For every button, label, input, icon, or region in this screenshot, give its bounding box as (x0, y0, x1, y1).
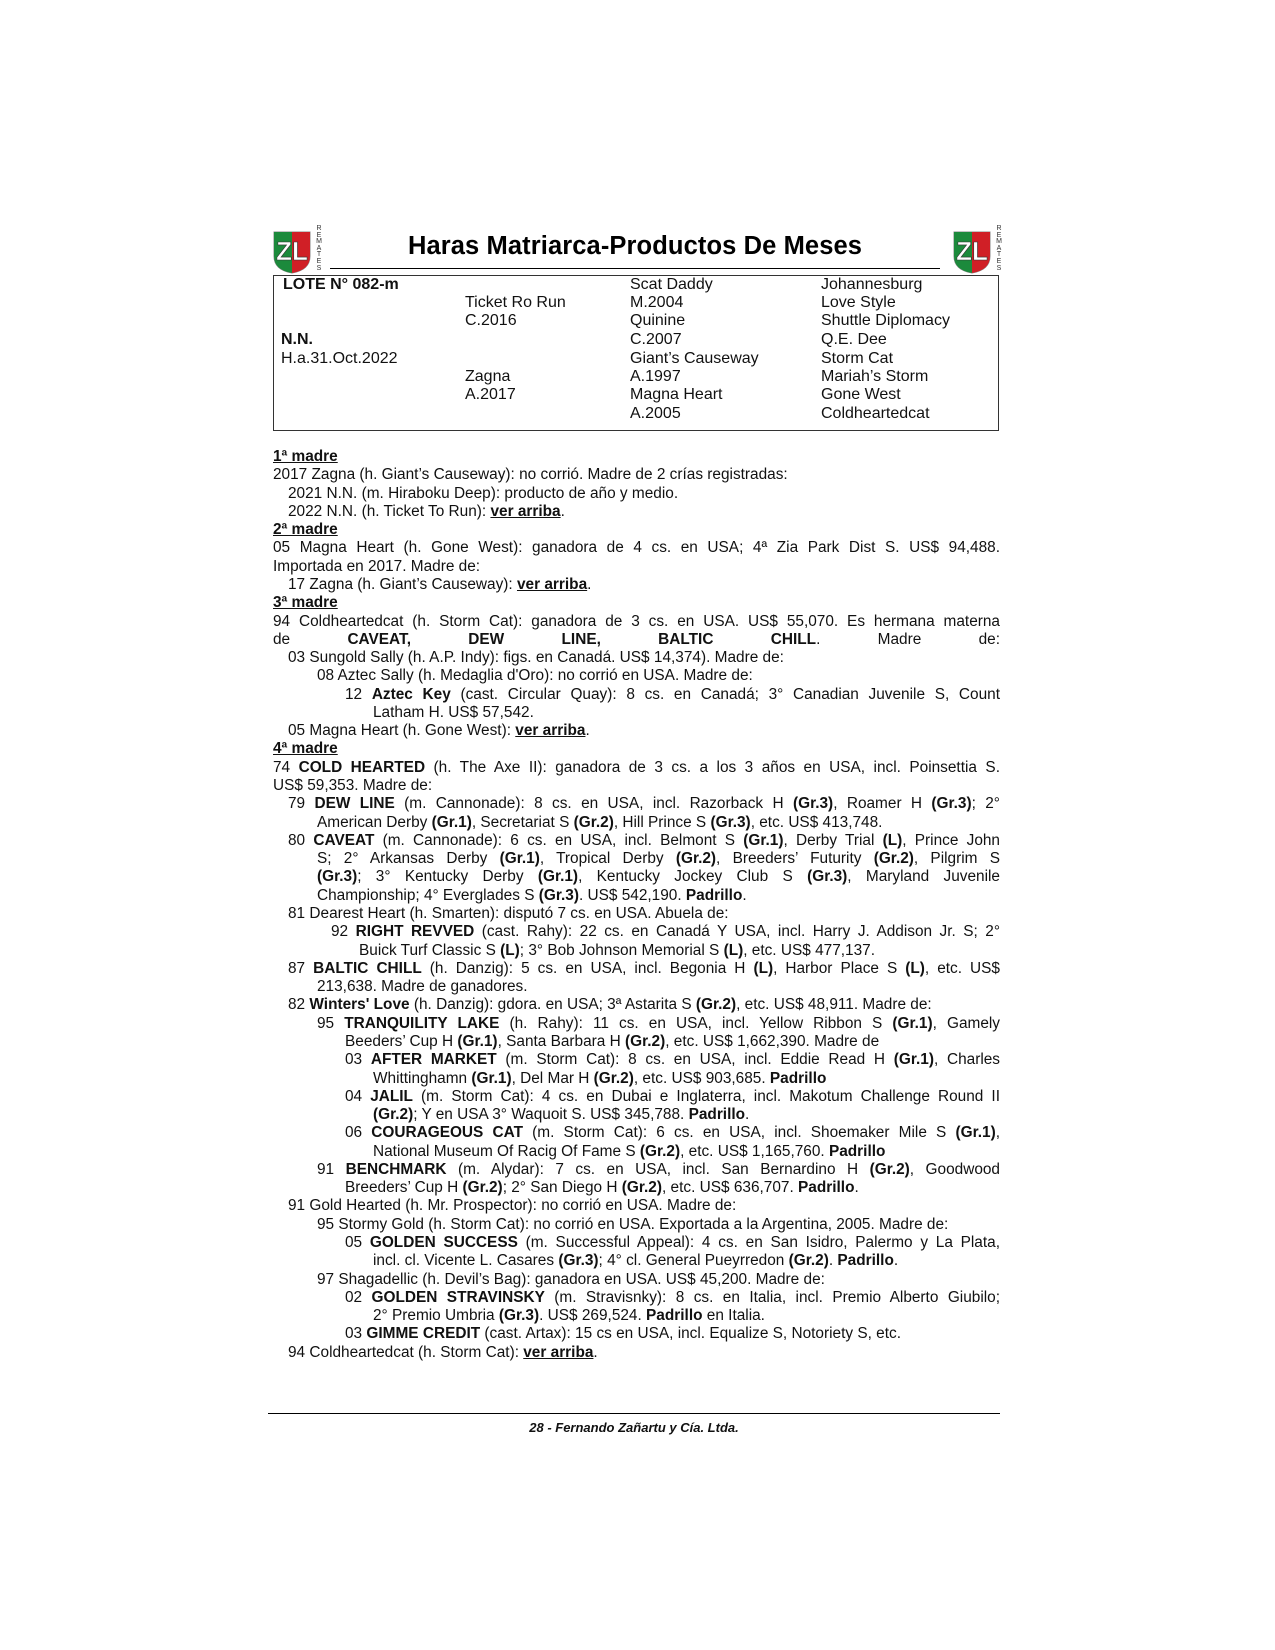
text-segment: . (587, 575, 592, 593)
bold-text: (L) (500, 941, 520, 959)
record-line (331, 922, 1000, 941)
bold-text: DEW LINE (314, 795, 395, 813)
zl-shield-icon (270, 226, 314, 274)
record-line (373, 703, 534, 722)
text-segment: , Prince John (902, 831, 1000, 849)
text-segment: , Derby Trial (783, 831, 883, 849)
text-segment: 95 (317, 1014, 345, 1032)
text-segment: 2° Premio Umbria (373, 1307, 499, 1325)
bold-text: (Gr.2) (639, 1142, 681, 1160)
text-segment: Championship; 4° Everglades S (317, 886, 539, 904)
text-segment: , etc. US$ 48,911. Madre de: (736, 996, 932, 1014)
text-segment: 05 (345, 1234, 370, 1252)
bold-text: (Gr.1) (743, 831, 784, 849)
record-line (317, 849, 1000, 868)
record-line (288, 502, 565, 521)
logo-side-text: R E M A T E S (316, 225, 322, 272)
zl-remates-logo (270, 226, 324, 274)
record-line (345, 1324, 901, 1343)
record-line (288, 721, 590, 740)
bold-text: (Gr.1) (955, 1124, 996, 1142)
record-line (273, 465, 788, 484)
record-line (273, 758, 1000, 777)
bold-text: Padrillo (646, 1307, 703, 1325)
text-segment: 06 (345, 1124, 372, 1142)
text-segment: (m. Alydar): 7 cs. en USA, incl. San Bernardino H (446, 1160, 870, 1178)
text-segment: (h. Rahy): 11 cs. en USA, incl. Yellow Ribbon S (499, 1014, 893, 1032)
bold-text: (Gr.2) (869, 1160, 910, 1178)
text-segment: US$ 59,353. Madre de: (273, 777, 433, 795)
bold-text: (Gr.3) (317, 868, 358, 886)
text-segment: . US$ 542,190. (578, 886, 686, 904)
record-line (288, 1196, 736, 1215)
record-line (345, 1032, 879, 1051)
text-segment: , etc. US$ (924, 959, 1000, 977)
pedigree-gen3: C.2007 (630, 331, 682, 348)
sire-name: Ticket Ro Run (465, 294, 566, 311)
pedigree-gen3: Magna Heart (630, 386, 723, 403)
record-line (373, 1142, 885, 1161)
text-segment: ; Y en USA 3° Waquoit S. US$ 345,788. (413, 1106, 689, 1124)
underlined-text: ver arriba (490, 502, 561, 520)
bold-text: (Gr.3) (558, 1252, 599, 1270)
bold-text: (Gr.1) (471, 1069, 512, 1087)
pedigree-gen3: Quinine (630, 312, 686, 329)
bold-text: (Gr.2) (695, 996, 737, 1014)
sire-info: C.2016 (465, 312, 517, 329)
record-line (317, 1215, 948, 1234)
text-segment: . (585, 722, 590, 740)
text-segment: 04 (345, 1087, 371, 1105)
text-segment: (m. Storm Cat): 6 cs. en USA, incl. Shoemaker Mile S (522, 1124, 956, 1142)
bold-text: (Gr.3) (538, 886, 579, 904)
text-segment: , etc. US$ 636,707. (661, 1179, 799, 1197)
text-segment: de (273, 630, 348, 648)
text-segment: 79 (288, 795, 315, 813)
pedigree-gen3: Giant’s Causeway (630, 350, 759, 367)
logo-side-text: R E M A T E S (996, 225, 1002, 272)
bold-text: (Gr.1) (431, 813, 472, 831)
text-segment: (m. Cannonade): 8 cs. en USA, incl. Razorback H (394, 795, 793, 813)
record-line (288, 575, 591, 594)
text-segment: 2017 Zagna (h. Giant’s Causeway): no corrió. Madre de 2 crías registradas: (273, 466, 788, 484)
pedigree-gen4: Love Style (821, 294, 896, 311)
bold-text: GIMME CREDIT (366, 1325, 481, 1343)
text-segment: ; 3° Bob Johnson Memorial S (519, 941, 724, 959)
pedigree-gen3: M.2004 (630, 294, 684, 311)
bold-text: (Gr.2) (873, 850, 914, 868)
underlined-text: ver arriba (523, 1343, 594, 1361)
bold-text: (L) (753, 959, 774, 977)
record-line (288, 831, 1000, 850)
text-segment: (m. Storm Cat): 4 cs. en Dubai e Inglaterra, incl. Makotum Challenge Round II (412, 1087, 1000, 1105)
record-line (345, 1087, 1000, 1106)
pedigree-gen4: Shuttle Diplomacy (821, 312, 950, 329)
bold-text: (Gr.2) (462, 1179, 503, 1197)
text-segment: . US$ 269,524. (539, 1307, 647, 1325)
bold-text: GOLDEN STRAVINSKY (371, 1288, 545, 1306)
record-line (273, 447, 338, 466)
text-segment: 74 (273, 758, 299, 776)
bold-text: (Gr.2) (675, 850, 717, 868)
text-segment: Beeders’ Cup H (345, 1032, 458, 1050)
record-line (288, 959, 1000, 978)
record-line (288, 648, 784, 667)
svg-text:ZL: ZL (956, 236, 988, 266)
pedigree-gen4: Storm Cat (821, 350, 894, 367)
text-segment: National Museum Of Racig Of Fame S (373, 1142, 640, 1160)
text-segment: ; 2° San Diego H (502, 1179, 622, 1197)
text-segment: (cast. Artax): 15 cs en USA, incl. Equalize S, Notoriety S, etc. (480, 1325, 901, 1343)
pedigree-gen3: A.2005 (630, 405, 681, 422)
text-segment: 03 Sungold Sally (h. A.P. Indy): figs. en Canadá. US$ 14,374). Madre de: (288, 649, 784, 667)
svg-text:ZL: ZL (276, 236, 308, 266)
text-segment: , etc. US$ 1,165,760. (680, 1142, 829, 1160)
bold-text: Padrillo (688, 1106, 746, 1124)
bold-text: (L) (882, 831, 903, 849)
text-segment: , etc. US$ 1,662,390. Madre de (665, 1032, 880, 1050)
bold-text: (Gr.2) (573, 813, 614, 831)
text-segment: 08 Aztec Sally (h. Medaglia d'Oro): no corrió en USA. Madre de: (317, 667, 753, 685)
bold-text: (L) (905, 959, 925, 977)
text-segment: 91 (317, 1160, 346, 1178)
text-segment: . Madre de: (816, 630, 1000, 648)
bold-text: (Gr.1) (893, 1051, 934, 1069)
text-segment: 2022 N.N. (h. Ticket To Run): (288, 502, 491, 520)
bold-text: (L) (723, 941, 744, 959)
text-segment: 87 (288, 959, 314, 977)
text-segment: (h. Danzig): gdora. en USA; 3ª Astarita S (409, 996, 696, 1014)
record-line (288, 904, 729, 923)
text-segment: 82 (288, 996, 310, 1014)
record-line (317, 1014, 1000, 1033)
bold-text: (Gr.2) (373, 1106, 414, 1124)
text-segment: 94 Coldheartedcat (h. Storm Cat): (288, 1343, 524, 1361)
text-segment: , Pilgrim S (913, 850, 1000, 868)
pedigree-gen4: Coldheartedcat (821, 405, 930, 422)
underlined-text: ver arriba (515, 722, 586, 740)
record-line (345, 1288, 1000, 1307)
record-line (273, 630, 1000, 649)
text-segment: Latham H. US$ 57,542. (373, 703, 534, 721)
text-segment: . (828, 1252, 838, 1270)
pedigree-gen3: A.1997 (630, 368, 681, 385)
text-segment: Whittinghamn (373, 1069, 472, 1087)
text-segment: ; 3° Kentucky Derby (357, 868, 538, 886)
foal-info: H.a.31.Oct.2022 (281, 350, 398, 367)
text-segment: 03 (345, 1051, 371, 1069)
zl-shield-icon (950, 226, 994, 274)
record-line (273, 538, 1000, 557)
text-segment: 02 (345, 1288, 372, 1306)
bold-text: (Gr.3) (498, 1307, 540, 1325)
text-segment: , Harbor Place S (773, 959, 906, 977)
bold-text: (Gr.2) (593, 1069, 634, 1087)
text-segment: . (593, 1343, 598, 1361)
bold-text: Aztec Key (371, 685, 451, 703)
underlined-text: ver arriba (516, 575, 588, 593)
text-segment: 2021 N.N. (m. Hiraboku Deep): producto de año y medio. (288, 484, 679, 502)
text-segment: (h. Danzig): 5 cs. en USA, incl. Begonia H (421, 959, 754, 977)
bold-text: Padrillo (837, 1252, 894, 1270)
record-line (273, 612, 1000, 631)
pedigree-gen4: Gone West (821, 386, 901, 403)
record-line (317, 886, 747, 905)
text-segment: , Gamely (932, 1014, 1000, 1032)
text-segment: 91 Gold Hearted (h. Mr. Prospector): no corrió en USA. Madre de: (288, 1197, 737, 1215)
text-segment: (h. The Axe II): ganadora de 3 cs. a los 3 años en USA, incl. Poinsettia S. (425, 758, 1000, 776)
underlined-text: 3ª madre (273, 594, 338, 612)
record-line (273, 739, 338, 758)
bold-text: CAVEAT (313, 831, 375, 849)
lot-number: LOTE N° 082-m (283, 276, 399, 293)
text-segment: . (893, 1252, 899, 1270)
record-line (345, 685, 1000, 704)
text-segment: 213,638. Madre de ganadores. (317, 978, 528, 996)
footer-rule (268, 1413, 1000, 1414)
underlined-text: 1ª madre (273, 448, 338, 465)
bold-text: (Gr.2) (621, 1179, 662, 1197)
record-line (273, 776, 432, 795)
text-segment: . (854, 1179, 859, 1197)
text-segment: (cast. Circular Quay): 8 cs. en Canadá; 3° Canadian Juvenile S, Count (450, 685, 1000, 703)
bold-text: BENCHMARK (345, 1160, 447, 1178)
dam-name: Zagna (465, 368, 511, 385)
record-line (317, 666, 753, 685)
text-segment: 81 Dearest Heart (h. Smarten): disputó 7 cs. en USA. Abuela de: (288, 905, 729, 922)
horse-name: N.N. (281, 331, 313, 348)
record-line (373, 1105, 749, 1124)
text-segment: , Tropical Derby (539, 850, 676, 868)
text-segment: (m. Cannonade): 6 cs. en USA, incl. Belmont S (374, 831, 744, 849)
bold-text: Padrillo (769, 1069, 827, 1087)
bold-text: (Gr.1) (892, 1014, 933, 1032)
pedigree-gen3: Scat Daddy (630, 276, 713, 293)
bold-text: Padrillo (828, 1142, 886, 1160)
bold-text: TRANQUILITY LAKE (344, 1014, 500, 1032)
text-segment: S; 2° Arkansas Derby (317, 850, 500, 868)
text-segment: 92 (331, 923, 356, 941)
record-line (288, 995, 932, 1014)
text-segment: (m. Successful Appeal): 4 cs. en San Isidro, Palermo y La Plata, (517, 1234, 1000, 1252)
bold-text: (Gr.3) (710, 813, 751, 831)
pedigree-gen4: Q.E. Dee (821, 331, 887, 348)
record-line (345, 1233, 1000, 1252)
text-segment: , (995, 1124, 1000, 1142)
pedigree-gen4: Johannesburg (821, 276, 923, 293)
record-line (288, 794, 1000, 813)
bold-text: AFTER MARKET (370, 1051, 497, 1069)
page-footer: 28 - Fernando Zañartu y Cía. Ltda. (529, 1420, 739, 1435)
text-segment: ; 2° (971, 795, 1000, 813)
record-line (273, 557, 480, 576)
bold-text: BALTIC CHILL (313, 959, 422, 977)
record-line (273, 520, 338, 539)
text-segment: 80 (288, 831, 314, 849)
text-segment: Importada en 2017. Madre de: (273, 557, 481, 575)
record-line (373, 1251, 898, 1270)
bold-text: Padrillo (798, 1179, 855, 1197)
zl-remates-logo-right (950, 226, 1004, 274)
text-segment: 03 (345, 1325, 367, 1343)
text-segment: , Secretariat S (471, 813, 574, 831)
bold-text: COURAGEOUS CAT (371, 1124, 523, 1142)
pedigree-box (273, 275, 999, 431)
record-line (373, 1069, 826, 1088)
text-segment: . (745, 1106, 750, 1124)
underlined-text: 4ª madre (273, 740, 338, 758)
text-segment: , Charles (933, 1051, 1000, 1069)
text-segment: , etc. US$ 903,685. (633, 1069, 770, 1087)
text-segment: incl. cl. Vicente L. Casares (373, 1252, 559, 1270)
record-line (345, 1050, 1000, 1069)
record-line (288, 1343, 598, 1362)
bold-text: (Gr.3) (792, 795, 834, 813)
record-line (317, 977, 528, 996)
text-segment: 97 Shagadellic (h. Devil’s Bag): ganadora en USA. US$ 45,200. Madre de: (317, 1270, 825, 1288)
bold-text: (Gr.2) (788, 1252, 829, 1270)
record-line (345, 1123, 1000, 1142)
bold-text: (Gr.3) (931, 795, 972, 813)
text-segment: 05 Magna Heart (h. Gone West): (288, 722, 516, 740)
text-segment: , Breeders’ Futurity (716, 850, 874, 868)
record-line (317, 867, 1000, 886)
underlined-text: 2ª madre (273, 521, 338, 539)
text-segment: 95 Stormy Gold (h. Storm Cat): no corrió en USA. Exportada a la Argentina, 2005. Madre de: (317, 1215, 949, 1233)
bold-text: (Gr.1) (537, 868, 579, 886)
text-segment: , Del Mar H (511, 1069, 594, 1087)
dam-info: A.2017 (465, 386, 516, 403)
bold-text: CAVEAT, DEW LINE, BALTIC CHILL (347, 630, 817, 648)
text-segment: 12 (345, 685, 372, 703)
record-line (317, 813, 882, 832)
text-segment: , Goodwood (909, 1160, 1000, 1178)
text-segment: Buick Turf Classic S (359, 941, 501, 959)
text-segment: , Hill Prince S (613, 813, 711, 831)
record-line (273, 593, 338, 612)
title-rule (330, 268, 940, 269)
text-segment: , Roamer H (833, 795, 932, 813)
record-line (288, 484, 678, 503)
pedigree-gen4: Mariah’s Storm (821, 368, 929, 385)
bold-text: RIGHT REVVED (355, 923, 475, 941)
text-segment: . (742, 886, 747, 904)
text-segment: 17 Zagna (h. Giant’s Causeway): (288, 575, 517, 593)
text-segment: , etc. US$ 477,137. (743, 941, 875, 959)
bold-text: GOLDEN SUCCESS (369, 1234, 518, 1252)
text-segment: Breeders’ Cup H (345, 1179, 463, 1197)
text-segment: , etc. US$ 413,748. (750, 813, 883, 831)
bold-text: (Gr.1) (499, 850, 540, 868)
record-line (359, 941, 875, 960)
bold-text: Winters' Love (309, 996, 410, 1014)
text-segment: , Maryland Juvenile (847, 868, 1000, 886)
record-line (317, 1160, 1000, 1179)
text-segment: American Derby (317, 813, 432, 831)
bold-text: JALIL (370, 1087, 413, 1105)
bold-text: Padrillo (685, 886, 743, 904)
bold-text: COLD HEARTED (298, 758, 426, 776)
text-segment: en Italia. (702, 1307, 765, 1325)
record-line (373, 1306, 765, 1325)
text-segment: (m. Storm Cat): 8 cs. en USA, incl. Eddie Read H (496, 1051, 894, 1069)
text-segment: , Santa Barbara H (497, 1032, 626, 1050)
page-title: Haras Matriarca-Productos De Meses (407, 232, 863, 260)
text-segment: 05 Magna Heart (h. Gone West): ganadora de 4 cs. en USA; 4ª Zia Park Dist S. US$ 94,488. (273, 539, 1000, 557)
text-segment: (cast. Rahy): 22 cs. en Canadá Y USA, incl. Harry J. Addison Jr. S; 2° (474, 923, 1000, 941)
bold-text: (Gr.2) (625, 1032, 666, 1050)
text-segment: 94 Coldheartedcat (h. Storm Cat): ganadora de 3 cs. en USA. US$ 55,070. Es hermana materna (273, 612, 1000, 630)
text-segment: . (560, 502, 565, 520)
text-segment: , Kentucky Jockey Club S (578, 868, 808, 886)
text-segment: (m. Stravisnky): 8 cs. en Italia, incl. Premio Alberto Giubilo; (544, 1288, 1000, 1306)
bold-text: (Gr.1) (457, 1032, 498, 1050)
bold-text: (Gr.3) (807, 868, 848, 886)
record-line (317, 1270, 825, 1289)
text-segment: ; 4° cl. General Pueyrredon (598, 1252, 789, 1270)
record-line (345, 1178, 859, 1197)
